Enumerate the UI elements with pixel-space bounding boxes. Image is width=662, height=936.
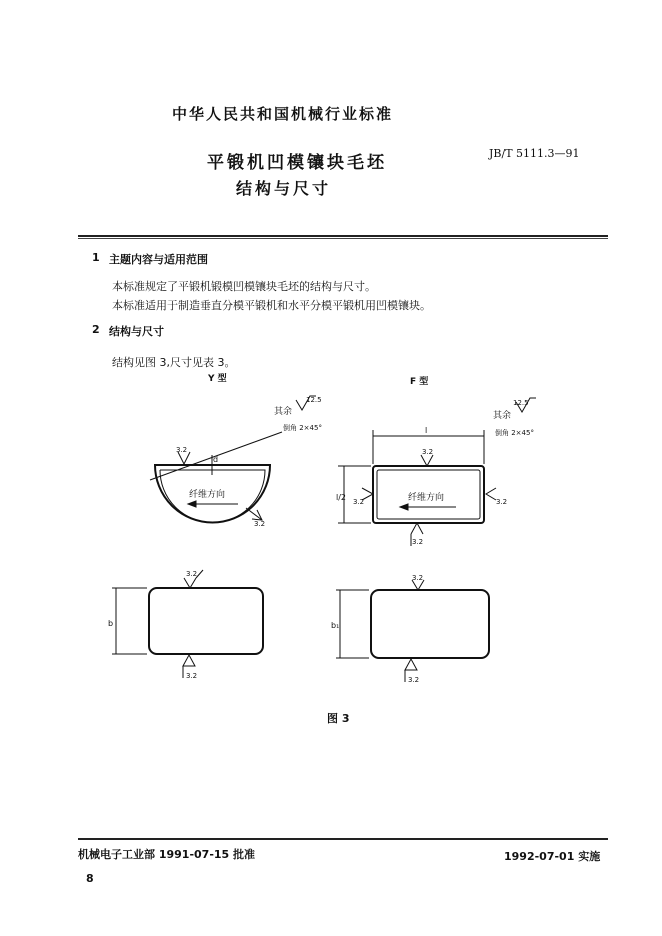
y-side-roughness-bottom <box>183 655 195 666</box>
document-title: 平锻机凹模镶块毛坯 <box>207 153 387 173</box>
page-number: 8 <box>86 872 94 885</box>
y-side-roughness-top <box>184 578 196 588</box>
f-side-roughness-bottom <box>405 659 417 670</box>
y-fiber-arrowhead <box>188 501 196 507</box>
section-1-paragraph: 本标准规定了平锻机锻模凹模镶块毛坯的结构与尺寸。 <box>112 280 376 293</box>
f-dim-l: l <box>425 426 428 435</box>
document-subtitle: 结构与尺寸 <box>236 179 332 198</box>
y-side-roughness-value-top: 3.2 <box>186 570 198 578</box>
section-2-paragraph: 结构见图 3,尺寸见表 3。 <box>112 356 236 369</box>
section-1-title: 主题内容与适用范围 <box>109 253 208 266</box>
figure-caption: 图 3 <box>327 712 350 725</box>
y-type-label: Y 型 <box>208 374 227 384</box>
f-roughness-value-left: 3.2 <box>353 498 365 506</box>
approval-note: 机械电子工业部 1991-07-15 批准 <box>78 848 256 861</box>
y-chamfer-note: 倒角 2×45° <box>283 424 322 432</box>
f-side-roughness-value-top: 3.2 <box>412 574 424 582</box>
y-dim-d: d <box>213 455 219 464</box>
f-roughness-value-right: 3.2 <box>496 498 508 506</box>
f-fiber-direction-label: 纤维方向 <box>408 493 445 503</box>
f-chamfer-note: 倒角 2×45° <box>495 429 534 437</box>
f-roughness-symbol-bottom <box>411 523 423 534</box>
f-dim-l2: l/2 <box>336 493 347 502</box>
section-2-title: 结构与尺寸 <box>109 325 164 338</box>
y-dim-b: b <box>108 619 114 628</box>
standard-category: 中华人民共和国机械行业标准 <box>172 105 394 123</box>
y-side-roughness-leader <box>246 508 262 520</box>
f-roughness-symbol-right <box>486 488 496 500</box>
f-rest-value: 12.5 <box>513 399 529 407</box>
f-rest-label: 其余 <box>493 411 512 421</box>
y-rest-value: 12.5 <box>306 396 322 404</box>
f-roughness-symbol-top <box>421 455 433 466</box>
y-side-view-outline <box>149 588 263 654</box>
f-type-label: F 型 <box>410 377 429 387</box>
f-dim-b1: b₁ <box>331 621 340 630</box>
f-fiber-arrowhead <box>400 504 408 510</box>
section-1-paragraph: 本标准适用于制造垂直分模平锻机和水平分模平锻机用凹模镶块。 <box>112 299 431 312</box>
f-side-roughness-value-bottom: 3.2 <box>408 676 420 684</box>
f-side-view-outline <box>371 590 489 658</box>
effective-date: 1992-07-01 实施 <box>504 850 601 863</box>
y-rest-label: 其余 <box>274 407 293 417</box>
footer-rule <box>78 838 608 840</box>
y-roughness-value-top: 3.2 <box>176 446 188 454</box>
y-side-roughness-value-bottom: 3.2 <box>186 672 198 680</box>
f-roughness-value-bottom: 3.2 <box>412 538 424 546</box>
f-roughness-value-top: 3.2 <box>422 448 434 456</box>
y-roughness-value-side: 3.2 <box>254 520 266 528</box>
section-1-number: 1 <box>92 251 100 264</box>
section-2-number: 2 <box>92 323 100 336</box>
standard-code: JB/T 5111.3—91 <box>489 147 580 160</box>
y-fiber-direction-label: 纤维方向 <box>189 490 226 500</box>
